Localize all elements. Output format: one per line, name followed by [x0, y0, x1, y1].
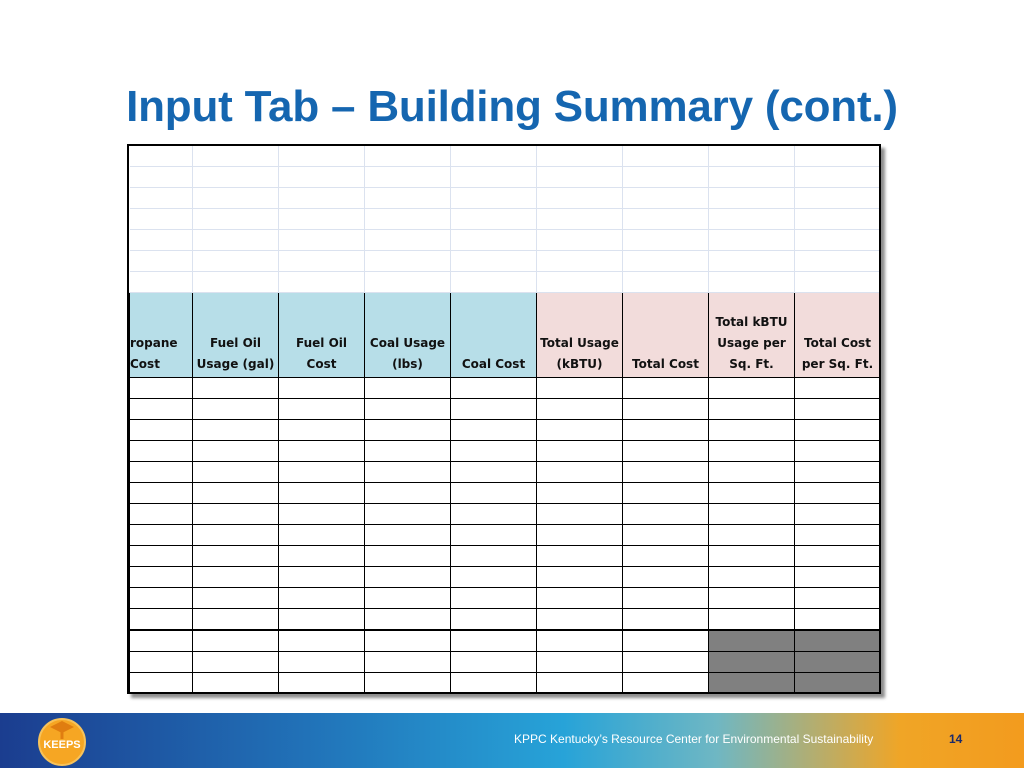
input-cell[interactable]	[451, 483, 537, 504]
input-cell[interactable]	[795, 504, 881, 525]
blank-cell[interactable]	[623, 188, 709, 209]
column-header[interactable]	[130, 293, 193, 378]
blank-cell[interactable]	[193, 272, 279, 293]
input-cell[interactable]	[537, 483, 623, 504]
blank-cell[interactable]	[193, 188, 279, 209]
input-cell[interactable]	[193, 673, 279, 694]
input-cell[interactable]	[193, 462, 279, 483]
input-cell[interactable]	[279, 609, 365, 631]
input-cell[interactable]	[279, 420, 365, 441]
input-cell[interactable]	[451, 441, 537, 462]
input-cell[interactable]	[130, 525, 193, 546]
input-cell[interactable]	[451, 462, 537, 483]
input-cell[interactable]	[623, 546, 709, 567]
column-header-label: Fuel Oil Cost	[296, 336, 347, 371]
input-cell[interactable]	[537, 673, 623, 694]
blank-cell[interactable]	[451, 209, 537, 230]
blank-cell[interactable]	[193, 209, 279, 230]
input-cell[interactable]	[130, 420, 193, 441]
blank-cell[interactable]	[623, 209, 709, 230]
blank-cell[interactable]	[193, 146, 279, 167]
input-cell[interactable]	[537, 420, 623, 441]
input-cell[interactable]	[623, 441, 709, 462]
blank-cell[interactable]	[537, 272, 623, 293]
input-cell[interactable]	[795, 399, 881, 420]
blank-cell[interactable]	[795, 167, 881, 188]
input-cell[interactable]	[795, 378, 881, 399]
disabled-cell	[795, 630, 881, 652]
input-cell[interactable]	[451, 588, 537, 609]
input-cell[interactable]	[537, 462, 623, 483]
table-row	[130, 483, 881, 504]
input-cell[interactable]	[795, 441, 881, 462]
input-cell[interactable]	[279, 441, 365, 462]
blank-cell[interactable]	[709, 167, 795, 188]
table-row	[130, 378, 881, 399]
table-row	[130, 399, 881, 420]
input-cell[interactable]	[451, 546, 537, 567]
input-cell[interactable]	[130, 567, 193, 588]
input-cell[interactable]	[537, 399, 623, 420]
input-cell[interactable]	[130, 462, 193, 483]
input-cell[interactable]	[623, 504, 709, 525]
column-header[interactable]	[795, 293, 881, 378]
input-cell[interactable]	[365, 399, 451, 420]
input-cell[interactable]	[451, 630, 537, 652]
blank-cell[interactable]	[795, 188, 881, 209]
input-cell[interactable]	[193, 588, 279, 609]
column-header-label: Fuel Oil Usage (gal)	[196, 336, 275, 371]
column-header-label: Total kBTU Usage per Sq. Ft.	[715, 315, 788, 371]
blank-cell[interactable]	[537, 251, 623, 272]
blank-cell[interactable]	[709, 272, 795, 293]
input-cell[interactable]	[537, 504, 623, 525]
blank-cell[interactable]	[279, 209, 365, 230]
input-cell[interactable]	[451, 673, 537, 694]
blank-row	[130, 188, 881, 209]
input-cell[interactable]	[795, 546, 881, 567]
input-cell[interactable]	[130, 609, 193, 631]
blank-cell[interactable]	[623, 272, 709, 293]
input-cell[interactable]	[709, 588, 795, 609]
input-cell[interactable]	[451, 525, 537, 546]
input-cell[interactable]	[279, 399, 365, 420]
input-cell[interactable]	[279, 630, 365, 652]
table-row	[130, 630, 881, 652]
input-cell[interactable]	[451, 609, 537, 631]
spreadsheet-screenshot	[127, 144, 881, 694]
blank-cell[interactable]	[795, 209, 881, 230]
table-row	[130, 609, 881, 631]
input-cell[interactable]	[795, 588, 881, 609]
input-cell[interactable]	[537, 378, 623, 399]
blank-cell[interactable]	[365, 146, 451, 167]
input-cell[interactable]	[193, 378, 279, 399]
input-cell[interactable]	[365, 630, 451, 652]
input-cell[interactable]	[795, 567, 881, 588]
column-header[interactable]	[709, 293, 795, 378]
input-cell[interactable]	[537, 567, 623, 588]
input-cell[interactable]	[365, 546, 451, 567]
input-cell[interactable]	[279, 504, 365, 525]
input-cell[interactable]	[709, 420, 795, 441]
input-cell[interactable]	[279, 462, 365, 483]
input-cell[interactable]	[130, 504, 193, 525]
blank-cell[interactable]	[365, 209, 451, 230]
input-cell[interactable]	[537, 652, 623, 673]
blank-cell[interactable]	[130, 167, 193, 188]
slide-title: Input Tab – Building Summary (cont.)	[126, 82, 898, 131]
input-cell[interactable]	[365, 673, 451, 694]
blank-cell[interactable]	[537, 167, 623, 188]
input-cell[interactable]	[709, 483, 795, 504]
blank-row	[130, 209, 881, 230]
blank-cell[interactable]	[537, 188, 623, 209]
input-cell[interactable]	[193, 441, 279, 462]
input-cell[interactable]	[537, 630, 623, 652]
input-cell[interactable]	[193, 652, 279, 673]
blank-cell[interactable]	[709, 251, 795, 272]
input-cell[interactable]	[795, 420, 881, 441]
column-header[interactable]	[623, 293, 709, 378]
blank-cell[interactable]	[365, 188, 451, 209]
input-cell[interactable]	[623, 609, 709, 631]
column-header-label: Total Usage (kBTU)	[540, 336, 619, 371]
blank-cell[interactable]	[795, 272, 881, 293]
input-cell[interactable]	[365, 567, 451, 588]
blank-cell[interactable]	[130, 230, 193, 251]
input-cell[interactable]	[537, 525, 623, 546]
disabled-cell	[709, 673, 795, 694]
blank-cell[interactable]	[279, 167, 365, 188]
input-cell[interactable]	[279, 652, 365, 673]
blank-cell[interactable]	[623, 251, 709, 272]
input-cell[interactable]	[365, 652, 451, 673]
blank-cell[interactable]	[709, 209, 795, 230]
input-cell[interactable]	[193, 630, 279, 652]
input-cell[interactable]	[623, 483, 709, 504]
input-cell[interactable]	[365, 420, 451, 441]
page-number: 14	[949, 732, 963, 746]
input-cell[interactable]	[130, 399, 193, 420]
input-cell[interactable]	[451, 399, 537, 420]
blank-cell[interactable]	[279, 251, 365, 272]
disabled-cell	[795, 652, 881, 673]
input-cell[interactable]	[365, 588, 451, 609]
blank-cell[interactable]	[451, 146, 537, 167]
blank-cell[interactable]	[451, 272, 537, 293]
blank-cell[interactable]	[795, 146, 881, 167]
input-cell[interactable]	[130, 483, 193, 504]
input-cell[interactable]	[365, 504, 451, 525]
input-cell[interactable]	[130, 630, 193, 652]
blank-cell[interactable]	[537, 230, 623, 251]
input-cell[interactable]	[193, 483, 279, 504]
input-cell[interactable]	[365, 609, 451, 631]
input-cell[interactable]	[365, 441, 451, 462]
blank-cell[interactable]	[451, 167, 537, 188]
blank-cell[interactable]	[709, 146, 795, 167]
input-cell[interactable]	[365, 483, 451, 504]
input-cell[interactable]	[623, 378, 709, 399]
blank-cell[interactable]	[451, 251, 537, 272]
input-cell[interactable]	[795, 525, 881, 546]
input-cell[interactable]	[130, 588, 193, 609]
input-cell[interactable]	[193, 546, 279, 567]
blank-cell[interactable]	[193, 251, 279, 272]
blank-cell[interactable]	[365, 251, 451, 272]
input-cell[interactable]	[279, 588, 365, 609]
input-cell[interactable]	[623, 462, 709, 483]
keeps-logo	[36, 715, 88, 767]
column-header-label: Total Cost per Sq. Ft.	[801, 336, 874, 371]
blank-row	[130, 167, 881, 188]
table-row	[130, 546, 881, 567]
column-header[interactable]	[537, 293, 623, 378]
blank-row	[130, 251, 881, 272]
column-header[interactable]	[279, 293, 365, 378]
blank-cell[interactable]	[623, 146, 709, 167]
blank-cell[interactable]	[623, 167, 709, 188]
input-cell[interactable]	[623, 652, 709, 673]
blank-cell[interactable]	[130, 272, 193, 293]
input-cell[interactable]	[279, 546, 365, 567]
input-cell[interactable]	[709, 504, 795, 525]
blank-row	[130, 272, 881, 293]
input-cell[interactable]	[365, 462, 451, 483]
input-cell[interactable]	[193, 609, 279, 631]
input-cell[interactable]	[193, 525, 279, 546]
blank-cell[interactable]	[365, 230, 451, 251]
input-cell[interactable]	[193, 504, 279, 525]
input-cell[interactable]	[451, 420, 537, 441]
input-cell[interactable]	[709, 462, 795, 483]
blank-cell[interactable]	[795, 251, 881, 272]
input-cell[interactable]	[279, 525, 365, 546]
blank-cell[interactable]	[537, 209, 623, 230]
blank-cell[interactable]	[279, 272, 365, 293]
disabled-cell	[709, 652, 795, 673]
input-cell[interactable]	[709, 399, 795, 420]
input-cell[interactable]	[130, 673, 193, 694]
blank-cell[interactable]	[130, 209, 193, 230]
input-cell[interactable]	[709, 441, 795, 462]
table-row	[130, 504, 881, 525]
input-cell[interactable]	[451, 652, 537, 673]
input-cell[interactable]	[130, 378, 193, 399]
input-cell[interactable]	[451, 378, 537, 399]
input-cell[interactable]	[709, 567, 795, 588]
input-cell[interactable]	[193, 567, 279, 588]
disabled-cell	[795, 673, 881, 694]
input-cell[interactable]	[623, 630, 709, 652]
building-summary-table	[129, 146, 881, 694]
column-header-label: Coal Cost	[461, 357, 526, 371]
input-cell[interactable]	[451, 504, 537, 525]
input-cell[interactable]	[623, 588, 709, 609]
blank-cell[interactable]	[795, 230, 881, 251]
table-row	[130, 652, 881, 673]
column-header-label: ropane Cost	[130, 336, 178, 371]
blank-cell[interactable]	[537, 146, 623, 167]
input-cell[interactable]	[795, 609, 881, 631]
column-header[interactable]	[365, 293, 451, 378]
blank-cell[interactable]	[279, 230, 365, 251]
column-header-label: Coal Usage (lbs)	[369, 336, 446, 371]
input-cell[interactable]	[623, 399, 709, 420]
input-cell[interactable]	[279, 673, 365, 694]
input-cell[interactable]	[709, 609, 795, 631]
input-cell[interactable]	[365, 525, 451, 546]
blank-cell[interactable]	[130, 188, 193, 209]
header-row	[130, 293, 881, 378]
input-cell[interactable]	[709, 546, 795, 567]
input-cell[interactable]	[623, 567, 709, 588]
input-cell[interactable]	[130, 441, 193, 462]
blank-cell[interactable]	[130, 251, 193, 272]
input-cell[interactable]	[795, 483, 881, 504]
input-cell[interactable]	[623, 420, 709, 441]
input-cell[interactable]	[537, 609, 623, 631]
blank-cell[interactable]	[365, 167, 451, 188]
blank-cell[interactable]	[451, 230, 537, 251]
input-cell[interactable]	[279, 483, 365, 504]
table-row	[130, 588, 881, 609]
blank-cell[interactable]	[709, 188, 795, 209]
disabled-cell	[709, 630, 795, 652]
input-cell[interactable]	[279, 567, 365, 588]
blank-cell[interactable]	[193, 167, 279, 188]
input-cell[interactable]	[193, 420, 279, 441]
input-cell[interactable]	[709, 378, 795, 399]
blank-cell[interactable]	[130, 146, 193, 167]
input-cell[interactable]	[130, 546, 193, 567]
blank-cell[interactable]	[193, 230, 279, 251]
input-cell[interactable]	[537, 588, 623, 609]
input-cell[interactable]	[623, 525, 709, 546]
blank-row	[130, 146, 881, 167]
table-row	[130, 567, 881, 588]
column-header-label: Total Cost	[632, 357, 699, 371]
blank-cell[interactable]	[279, 146, 365, 167]
blank-cell[interactable]	[279, 188, 365, 209]
blank-cell[interactable]	[365, 272, 451, 293]
blank-cell[interactable]	[623, 230, 709, 251]
blank-cell[interactable]	[451, 188, 537, 209]
table-row	[130, 525, 881, 546]
input-cell[interactable]	[193, 399, 279, 420]
input-cell[interactable]	[451, 567, 537, 588]
table-row	[130, 441, 881, 462]
svg-text:KEEPS: KEEPS	[43, 739, 81, 751]
table-row	[130, 673, 881, 694]
input-cell[interactable]	[365, 378, 451, 399]
input-cell[interactable]	[795, 462, 881, 483]
input-cell[interactable]	[130, 652, 193, 673]
input-cell[interactable]	[623, 673, 709, 694]
column-header[interactable]	[193, 293, 279, 378]
blank-cell[interactable]	[709, 230, 795, 251]
footer-text: KPPC Kentucky’s Resource Center for Environmental Sustainability	[514, 732, 874, 746]
table-row	[130, 462, 881, 483]
input-cell[interactable]	[709, 525, 795, 546]
column-header[interactable]	[451, 293, 537, 378]
table-row	[130, 420, 881, 441]
input-cell[interactable]	[537, 441, 623, 462]
blank-row	[130, 230, 881, 251]
input-cell[interactable]	[279, 378, 365, 399]
input-cell[interactable]	[537, 546, 623, 567]
